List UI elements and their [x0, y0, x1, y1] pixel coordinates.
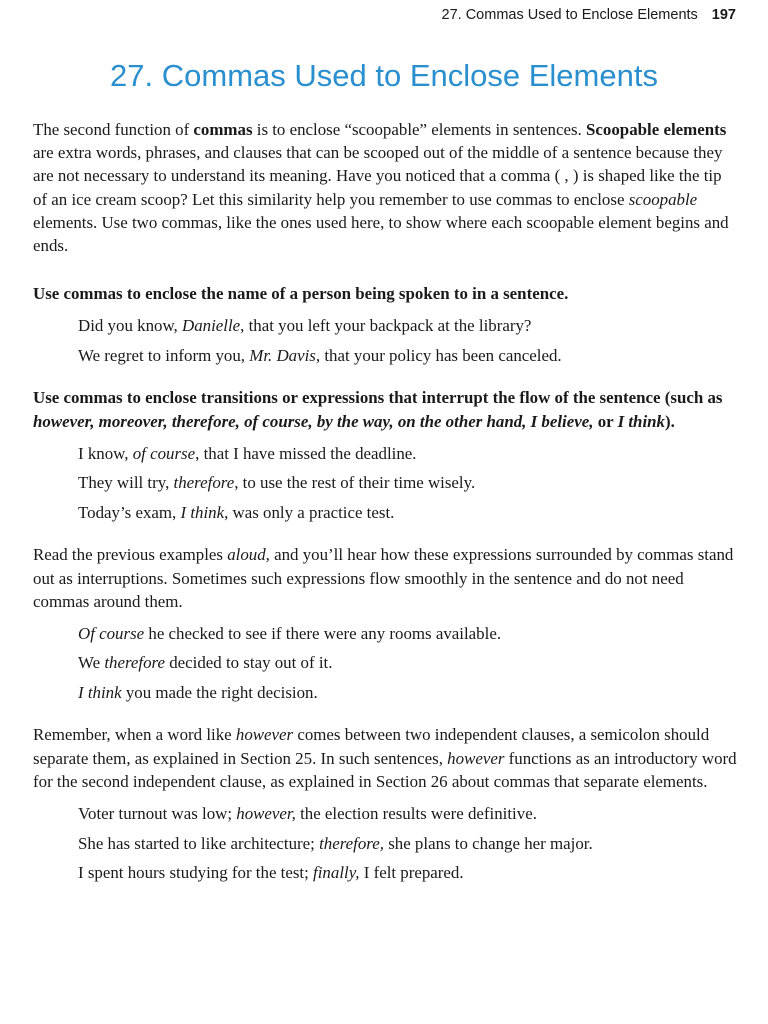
- example-text: , was only a practice test.: [224, 502, 395, 522]
- paragraph-text: and you’ll hear how these expressions surrounded by commas stand out as interruptions. Sometimes such expressions flow smoothly in the sentence and do not need commas around them.: [33, 545, 734, 611]
- paragraph-text: Remember, when a word like: [33, 725, 236, 745]
- paragraph-text: comes between two independent clauses, a semicolon should separate them, as explained in Section 25. In such sentences,: [33, 725, 710, 768]
- example-emphasis: therefore: [173, 473, 235, 493]
- intro-text: elements. Use two commas, like the ones used here, to show where each scoopable element begins and ends.: [33, 212, 729, 256]
- example-text: We: [78, 653, 105, 673]
- example-text: , that your policy has been canceled.: [315, 345, 562, 365]
- example-sentence: [33, 439, 738, 469]
- example-emphasis: of course: [132, 443, 196, 463]
- example-emphasis: therefore,: [319, 833, 384, 853]
- examples-semicolon: [33, 799, 738, 888]
- example-text: , that I have missed the deadline.: [195, 443, 417, 463]
- example-emphasis: Mr. Davis: [249, 345, 316, 365]
- example-text: They will try,: [78, 473, 174, 493]
- term-commas: commas: [193, 120, 253, 139]
- rule-text: Use commas to enclose transitions or expressions that interrupt the flow of the sentence (such as: [33, 388, 723, 408]
- example-sentence: [33, 498, 738, 528]
- example-sentence: [33, 468, 738, 498]
- examples-no-commas: [33, 619, 738, 708]
- paragraph-aloud: [33, 543, 738, 613]
- example-text: We regret to inform you,: [78, 345, 250, 365]
- intro-paragraph: [33, 118, 738, 257]
- running-head: [442, 7, 736, 23]
- example-text: he checked to see if there were any rooms available.: [144, 623, 502, 643]
- intro-text: is to enclose “scoopable” elements in sentences.: [252, 120, 587, 139]
- term-scoopable-elements: Scoopable elements: [586, 120, 727, 139]
- example-text: Today’s exam,: [78, 502, 181, 522]
- intro-text: The second function of: [33, 120, 194, 139]
- example-sentence: [33, 678, 738, 708]
- term-aloud: aloud,: [227, 545, 270, 565]
- example-emphasis: Danielle: [182, 316, 241, 336]
- rule-heading-1: Use commas to enclose the name of a person being spoken to in a sentence.: [33, 284, 569, 304]
- rule-italic-list: however, moreover, therefore, of course, by the way, on the other hand, I believe,: [33, 411, 594, 431]
- page-body: [33, 118, 738, 888]
- example-emphasis: finally,: [313, 863, 360, 883]
- example-sentence: [33, 829, 738, 859]
- example-emphasis: Of course: [78, 623, 145, 643]
- paragraph-semicolon: [33, 723, 738, 793]
- example-emphasis: however,: [236, 804, 296, 824]
- intro-text: are extra words, phrases, and clauses that can be scooped out of the middle of a sentence because they are not necessary to understand its meaning. Have you noticed that a comma ( , ) is shaped like the tip of an ice cream scoop? Let this similarity help you remember to use commas to enclose: [33, 143, 723, 209]
- example-emphasis: therefore: [104, 653, 165, 673]
- example-text: the election results were definitive.: [295, 804, 537, 824]
- example-text: Voter turnout was low;: [78, 804, 237, 824]
- paragraph-text: functions as an introductory word for the second independent clause, as explained in Section 26 about commas that separate elements.: [33, 748, 737, 791]
- term-scoopable: scoopable: [628, 189, 698, 209]
- term-however: however: [447, 748, 505, 768]
- example-sentence: [33, 341, 738, 371]
- example-text: she plans to change her major.: [383, 833, 593, 853]
- example-sentence: [33, 311, 738, 341]
- rule-italic-term: I think: [617, 411, 665, 431]
- section-title: 27. Commas Used to Enclose Elements: [110, 58, 658, 93]
- rule-text: ).: [664, 411, 675, 431]
- example-emphasis: I think: [180, 502, 225, 522]
- rule-heading-2: [33, 386, 738, 432]
- example-text: decided to stay out of it.: [164, 653, 333, 673]
- rule-text: or: [593, 411, 618, 431]
- example-text: I felt prepared.: [359, 863, 464, 883]
- examples-rule-1: [33, 311, 738, 370]
- example-text: I spent hours studying for the test;: [78, 863, 314, 883]
- examples-rule-2: [33, 439, 738, 528]
- paragraph-text: Read the previous examples: [33, 545, 228, 565]
- example-text: , to use the rest of their time wisely.: [234, 473, 476, 493]
- example-text: I know,: [78, 443, 133, 463]
- example-text: Did you know,: [78, 316, 182, 336]
- example-sentence: [33, 858, 738, 888]
- example-emphasis: I think: [78, 682, 122, 702]
- example-text: She has started to like architecture;: [78, 833, 320, 853]
- example-sentence: [33, 648, 738, 678]
- term-however: however: [235, 725, 294, 745]
- page-number: 197: [711, 7, 736, 23]
- example-sentence: [33, 799, 738, 829]
- example-sentence: [33, 619, 738, 649]
- running-head-title: 27. Commas Used to Enclose Elements: [441, 7, 698, 23]
- example-text: , that you left your backpack at the library?: [240, 316, 532, 336]
- example-text: you made the right decision.: [121, 682, 318, 702]
